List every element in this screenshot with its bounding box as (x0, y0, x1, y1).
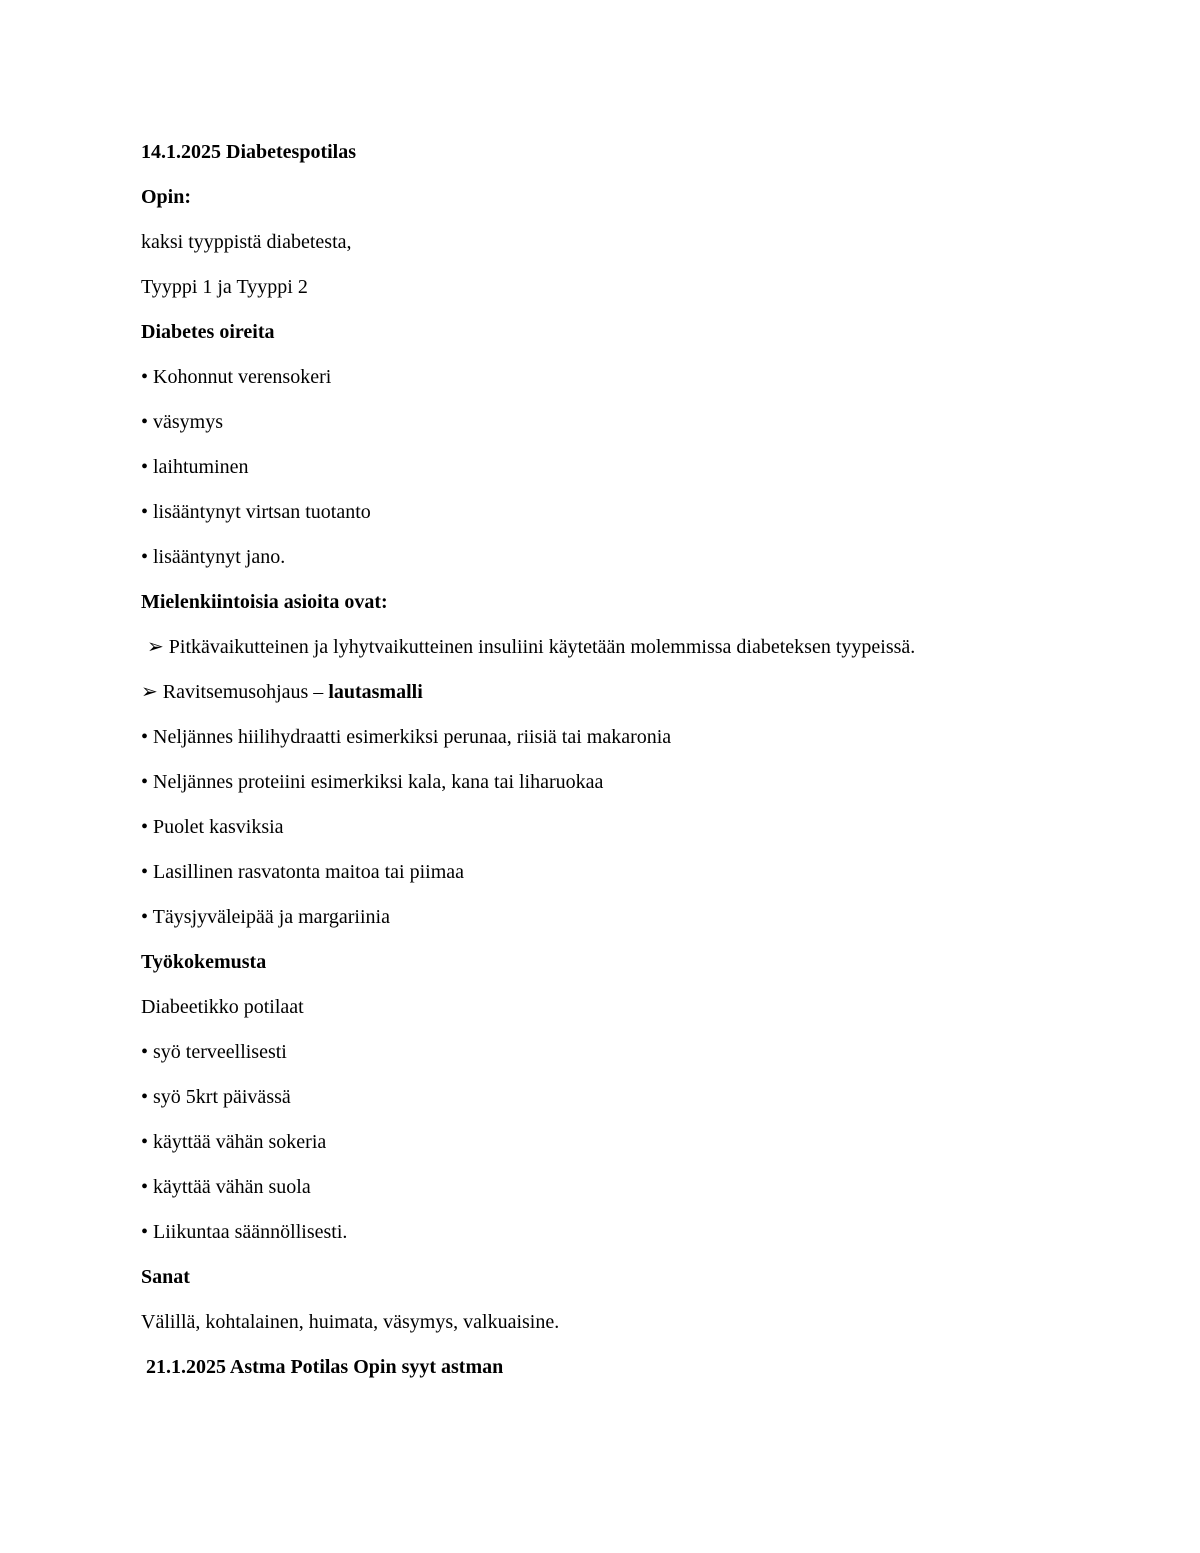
arrow-item-text: ➢ Ravitsemusohjaus – (141, 681, 329, 703)
list-item: • Kohonnut verensokeri (141, 366, 332, 388)
list-item: • käyttää vähän sokeria (141, 1131, 327, 1153)
list-item: • syö terveellisesti (141, 1041, 287, 1063)
entry-heading-astma: 21.1.2025 Astma Potilas Opin syyt astman (146, 1356, 504, 1378)
list-item: • lisääntynyt jano. (141, 546, 286, 568)
paragraph-line: Välillä, kohtalainen, huimata, väsymys, valkuaisine. (141, 1311, 560, 1333)
paragraph-line: kaksi tyyppistä diabetesta, (141, 231, 352, 253)
arrow-list-item (141, 680, 1101, 704)
list-item: • Puolet kasviksia (141, 816, 284, 838)
list-item: • väsymys (141, 411, 224, 433)
entry-heading-diabetes: 14.1.2025 Diabetespotilas (141, 141, 356, 163)
list-item: • Neljännes proteiini esimerkiksi kala, kana tai liharuokaa (141, 771, 604, 793)
section-heading-words: Sanat (141, 1266, 190, 1288)
list-item: • Täysjyväleipää ja margariinia (141, 906, 390, 928)
document-body (141, 140, 1101, 1400)
arrow-list-item: ➢ Pitkävaikutteinen ja lyhytvaikutteinen insuliini käytetään molemmissa diabeteksen tyypeissä. (147, 636, 916, 658)
list-item: • Lasillinen rasvatonta maitoa tai piimaa (141, 861, 465, 883)
paragraph-line: Tyyppi 1 ja Tyyppi 2 (141, 276, 308, 298)
arrow-item-bold-text: lautasmalli (328, 681, 423, 703)
list-item: • laihtuminen (141, 456, 249, 478)
section-heading-symptoms: Diabetes oireita (141, 321, 275, 343)
opin-label: Opin: (141, 186, 192, 208)
section-heading-interesting: Mielenkiintoisia asioita ovat: (141, 591, 388, 613)
paragraph-line: Diabeetikko potilaat (141, 996, 304, 1018)
list-item: • Neljännes hiilihydraatti esimerkiksi perunaa, riisiä tai makaronia (141, 726, 672, 748)
list-item: • käyttää vähän suola (141, 1176, 311, 1198)
section-heading-work: Työkokemusta (141, 951, 267, 973)
list-item: • syö 5krt päivässä (141, 1086, 291, 1108)
list-item: • lisääntynyt virtsan tuotanto (141, 501, 371, 523)
list-item: • Liikuntaa säännöllisesti. (141, 1221, 348, 1243)
